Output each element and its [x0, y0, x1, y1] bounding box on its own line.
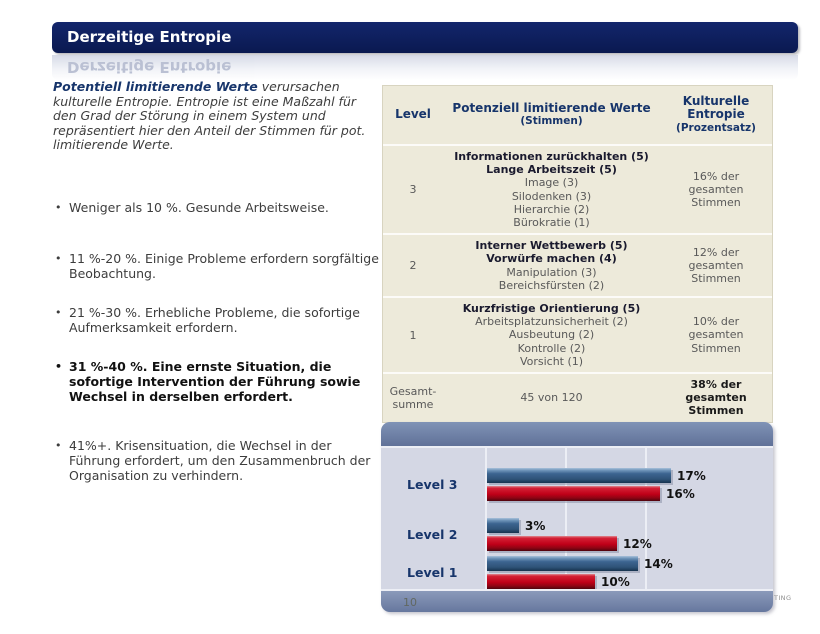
table-cell-level: 3 — [409, 183, 417, 197]
chart-bar-row — [487, 536, 652, 551]
intro-lead: Potentiell limitierende Werte — [53, 79, 258, 94]
table-row — [383, 296, 772, 372]
chart-bar-blue — [487, 556, 673, 571]
bullet-text: Weniger als 10 %. Gesunde Arbeitsweise. — [69, 200, 329, 215]
table-header-level: Level — [395, 107, 431, 122]
table-cell-values — [443, 150, 660, 229]
bullet-text: 11 %-20 %. Einige Probleme erfordern sorgfältige Beobachtung. — [69, 251, 379, 282]
table-cell-total-entropy: 38% der gesamten Stimmen — [685, 378, 747, 418]
chart-bar-group — [487, 556, 673, 592]
value-line: Lange Arbeitszeit (5) — [486, 163, 617, 177]
bullet-item — [53, 438, 383, 484]
chart-bar-row — [487, 574, 638, 589]
chart-bar-row — [487, 486, 695, 501]
value-line: Interner Wettbewerb (5) — [475, 239, 628, 253]
value-line: Silodenken (3) — [511, 189, 592, 203]
bullet-list — [53, 200, 383, 483]
value-line: Hierarchie (2) — [513, 202, 590, 216]
chart-bar-red — [487, 574, 630, 589]
value-line: Vorsicht (1) — [519, 354, 584, 368]
chart-panel — [381, 422, 773, 612]
table-cell-level: 1 — [409, 328, 417, 342]
bullet-marker: • — [55, 201, 62, 214]
value-line: Arbeitsplatzunsicherheit (2) — [475, 315, 628, 329]
table-cell-entropy: 10% der gesamten Stimmen — [688, 315, 744, 355]
bullet-marker: • — [55, 438, 62, 452]
table-row — [383, 233, 772, 296]
title-reflection — [52, 55, 798, 80]
bullet-text: 31 %-40 %. Eine ernste Situation, die sofortige Intervention der Führung sowie Wechsel in derselben erfordert. — [69, 359, 361, 405]
chart-bar-blue — [487, 518, 546, 533]
table-header-entropie: Kulturelle Entropie (Prozentsatz) — [676, 93, 756, 134]
page-title: Derzeitige Entropie — [67, 28, 232, 46]
title-bar — [52, 22, 798, 53]
bullet-marker: • — [55, 252, 62, 266]
chart-bar-group — [487, 518, 652, 554]
entropy-table — [382, 85, 773, 423]
table-cell-entropy: 16% der gesamten Stimmen — [688, 169, 744, 210]
bullet-item — [53, 200, 383, 215]
value-line: Manipulation (3) — [506, 265, 597, 279]
bullet-text: 21 %-30 %. Erhebliche Probleme, die sofortige Aufmerksamkeit erfordern. — [69, 304, 360, 335]
value-line: Bürokratie (1) — [513, 216, 590, 230]
table-cell-total-label — [383, 385, 443, 411]
chart-bar-red — [487, 486, 695, 501]
chart-bar-value-label: 3% — [525, 519, 546, 533]
bullet-item — [53, 251, 383, 281]
table-row-total — [383, 372, 772, 422]
table-cell-values — [443, 302, 660, 368]
watermark-text: TING — [774, 594, 792, 602]
chart-bar-value-label: 12% — [623, 537, 652, 551]
chart-bar-row — [487, 556, 673, 571]
chart-bar-value-label: 14% — [644, 557, 673, 571]
table-body — [383, 144, 772, 422]
value-line: Kurzfristige Orientierung (5) — [462, 302, 641, 316]
chart-category-label: Level 2 — [407, 527, 458, 542]
value-line: Ausbeutung (2) — [508, 328, 595, 342]
chart-bar-red — [487, 536, 652, 551]
chart-bar-value-label: 10% — [601, 575, 630, 589]
chart-bottom-band — [381, 589, 773, 612]
chart-bar-value-label: 16% — [666, 487, 695, 501]
total-label-line: summe — [392, 397, 434, 411]
table-cell-values — [443, 239, 660, 292]
value-line: Vorwürfe machen (4) — [486, 252, 617, 266]
table-cell-level: 2 — [409, 259, 417, 273]
value-line: Informationen zurückhalten (5) — [454, 150, 649, 163]
page-number: 10 — [403, 596, 417, 609]
value-line: Bereichsfürsten (2) — [498, 278, 605, 292]
chart-bar-blue — [487, 468, 706, 483]
value-line: Image (3) — [524, 176, 579, 190]
bullet-item — [53, 359, 383, 405]
chart-bar-value-label: 17% — [677, 469, 706, 483]
bullet-marker: • — [55, 360, 63, 374]
chart-bar-row — [487, 468, 706, 483]
title-reflection-text: Derzeitige Entropie — [67, 58, 232, 76]
table-cell-entropy: 12% der gesamten Stimmen — [688, 245, 744, 286]
table-header-row — [383, 86, 772, 144]
total-label-line: Gesamt- — [389, 384, 437, 398]
chart-bar-row — [487, 518, 617, 533]
chart-category-label: Level 1 — [407, 565, 458, 580]
bullet-marker: • — [55, 305, 62, 319]
table-row — [383, 144, 772, 233]
value-line: Kontrolle (2) — [517, 341, 586, 355]
table-header-werte: Potenziell limitierende Werte (Stimmen) — [452, 100, 651, 127]
chart-category-label: Level 3 — [407, 477, 458, 492]
table-cell-total-votes: 45 von 120 — [520, 391, 583, 405]
chart-bar-group — [487, 468, 706, 504]
chart-top-band — [381, 422, 773, 448]
bullet-text: 41%+. Krisensituation, die Wechsel in der Führung erfordert, um den Zusammenbruch der Organisation zu verhindern. — [69, 437, 371, 484]
intro-rest: verursachen kulturelle Entropie. Entropie ist eine Maßzahl für den Grad der Störung in einem System und repräsentiert hier den Anteil der Stimmen für pot. limitierende Werte. — [53, 79, 366, 153]
intro-paragraph — [53, 80, 379, 153]
chart-plot-area — [381, 448, 773, 589]
bullet-item — [53, 305, 383, 335]
